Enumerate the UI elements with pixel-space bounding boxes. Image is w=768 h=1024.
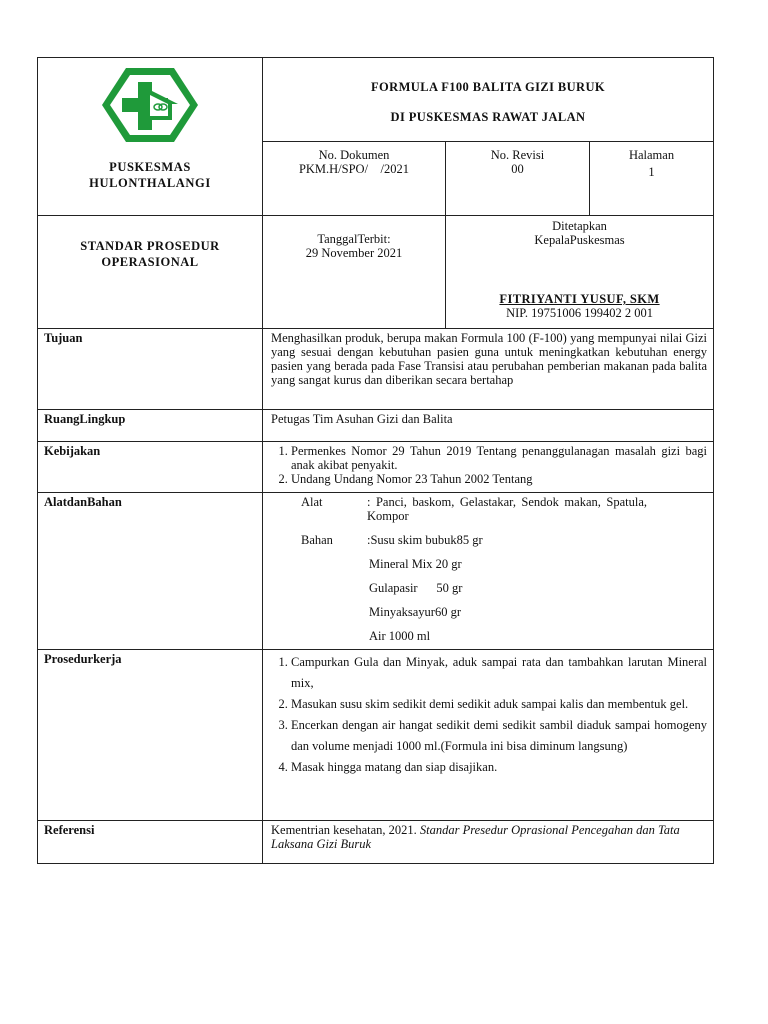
sop-table <box>37 57 714 864</box>
tujuan-text: Menghasilkan produk, berupa makan Formula 100 (F-100) yang mempunyai nilai Gizi yang sesuai dengan kebutuhan pasien guna untuk meningkatkan kebutuhan energy pasien yang berada pada Fase Transisi atau perubahan pemberian makanan pada balita yang sangat kurus dan diberikan secara bertahap <box>263 329 714 410</box>
tujuan-label: Tujuan <box>38 329 263 410</box>
kebijakan-list <box>263 442 714 493</box>
prosedur-list <box>263 650 714 821</box>
bahan-key: Bahan <box>301 533 333 547</box>
document-title: FORMULA F100 BALITA GIZI BURUK DI PUSKESMAS RAWAT JALAN <box>263 58 714 142</box>
bahan-value: :Susu skim bubuk85 gr <box>367 533 483 547</box>
page-cell: Halaman 1 <box>590 142 714 216</box>
sop-title-cell: STANDAR PROSEDUR OPERASIONAL <box>38 216 263 329</box>
list-item: 1. Permenkes Nomor 29 Tahun 2019 Tentang penanggulanagan masalah gizi bagi anak akibat penyakit. <box>291 444 707 472</box>
list-item: Minyaksayur60 gr <box>369 605 461 619</box>
list-item: 1. Campurkan Gula dan Minyak, aduk sampai rata dan tambahkan larutan Mineral mix, <box>291 652 707 694</box>
referensi-label: Referensi <box>38 821 263 864</box>
kebijakan-label: Kebijakan <box>38 442 263 493</box>
list-item: Mineral Mix 20 gr <box>369 557 462 571</box>
doc-number-cell: No. Dokumen PKM.H/SPO/ /2021 <box>263 142 446 216</box>
signer-name: FITRIYANTI YUSUF, SKM <box>499 292 660 306</box>
list-item: 4. Masak hingga matang dan siap disajikan. <box>291 757 707 778</box>
revision-cell: No. Revisi 00 <box>446 142 590 216</box>
list-item: Gulapasir 50 gr <box>369 581 463 595</box>
sop-document <box>37 57 713 864</box>
issue-date-cell: TanggalTerbit: 29 November 2021 <box>263 216 446 329</box>
alat-value: : Panci, baskom, Gelastakar, Sendok makan, Spatula, Kompor <box>367 495 647 523</box>
organization-name: PUSKESMAS HULONTHALANGI <box>89 160 211 190</box>
referensi-text: Kementrian kesehatan, 2021. Standar Presedur Oprasional Pencegahan dan Tata Laksana Gizi Buruk <box>263 821 714 864</box>
list-item: Air 1000 ml <box>369 629 431 643</box>
alat-bahan-label: AlatdanBahan <box>38 493 263 650</box>
list-item: 2. Undang Undang Nomor 23 Tahun 2002 Tentang <box>291 472 707 486</box>
alat-key: Alat <box>301 495 323 509</box>
approval-cell: Ditetapkan KepalaPuskesmas FITRIYANTI YUSUF, SKM NIP. 19751006 199402 2 001 <box>446 216 714 329</box>
prosedur-label: Prosedurkerja <box>38 650 263 821</box>
ruang-lingkup-text: Petugas Tim Asuhan Gizi dan Balita <box>263 410 714 442</box>
puskesmas-logo-icon <box>100 64 200 146</box>
alat-bahan-content <box>263 493 714 650</box>
ruang-lingkup-label: RuangLingkup <box>38 410 263 442</box>
list-item: 3. Encerkan dengan air hangat sedikit demi sedikit sambil diaduk sampai homogeny dan volume menjadi 1000 ml.(Formula ini bisa diminum langsung) <box>291 715 707 757</box>
list-item: 2. Masukan susu skim sedikit demi sedikit aduk sampai kalis dan membentuk gel. <box>291 694 707 715</box>
signer-nip: NIP. 19751006 199402 2 001 <box>506 306 653 320</box>
logo-cell <box>38 58 263 216</box>
